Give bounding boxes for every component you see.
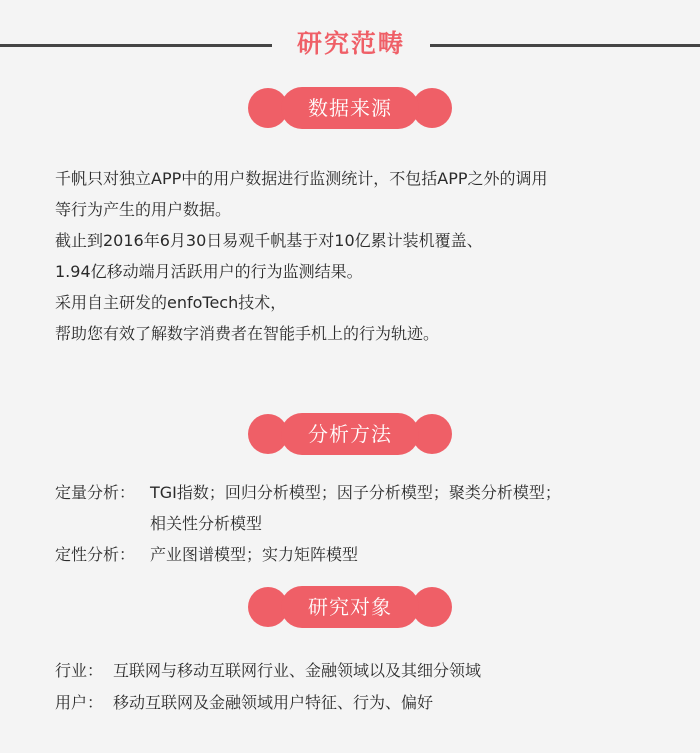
data-source-line: 千帆只对独立APP中的用户数据进行监测统计，不包括APP之外的调用 — [55, 169, 548, 188]
user-label: 用户： — [55, 693, 104, 712]
methods-title: 分析方法 — [281, 413, 419, 455]
data-source-line: 等行为产生的用户数据。 — [55, 200, 232, 219]
data-source-title: 数据来源 — [281, 87, 419, 129]
user-value: 移动互联网及金融领域用户特征、行为、偏好 — [113, 693, 434, 712]
quant-label: 定量分析： — [55, 483, 136, 502]
methods-header — [248, 413, 452, 457]
industry-value: 互联网与移动互联网行业、金融领域以及其细分领域 — [113, 661, 482, 680]
objects-header — [248, 586, 452, 630]
quant-analysis-row — [55, 480, 561, 503]
objects-title: 研究对象 — [281, 586, 419, 628]
divider-left — [0, 44, 272, 47]
qual-label: 定性分析： — [55, 545, 136, 564]
quant-value-continued: 相关性分析模型 — [150, 514, 263, 533]
data-source-header — [248, 87, 452, 131]
industry-row — [55, 658, 481, 681]
industry-label: 行业： — [55, 661, 104, 680]
quant-analysis-continued — [150, 511, 262, 534]
data-source-line: 采用自主研发的enfoTech技术， — [55, 293, 287, 312]
data-source-line: 帮助您有效了解数字消费者在智能手机上的行为轨迹。 — [55, 324, 440, 343]
section-title-row — [0, 22, 700, 62]
qual-value: 产业图谱模型；实力矩阵模型 — [150, 545, 359, 564]
qual-analysis-row — [55, 542, 358, 565]
data-source-line: 1.94亿移动端月活跃用户的行为监测结果。 — [55, 262, 363, 281]
data-source-line: 截止到2016年6月30日易观千帆基于对10亿累计装机覆盖、 — [55, 231, 483, 250]
divider-right — [430, 44, 700, 47]
user-row — [55, 690, 433, 713]
data-source-body — [55, 163, 665, 349]
quant-value: TGI指数；回归分析模型；因子分析模型；聚类分析模型； — [150, 483, 561, 502]
page-title: 研究范畴 — [296, 29, 405, 58]
